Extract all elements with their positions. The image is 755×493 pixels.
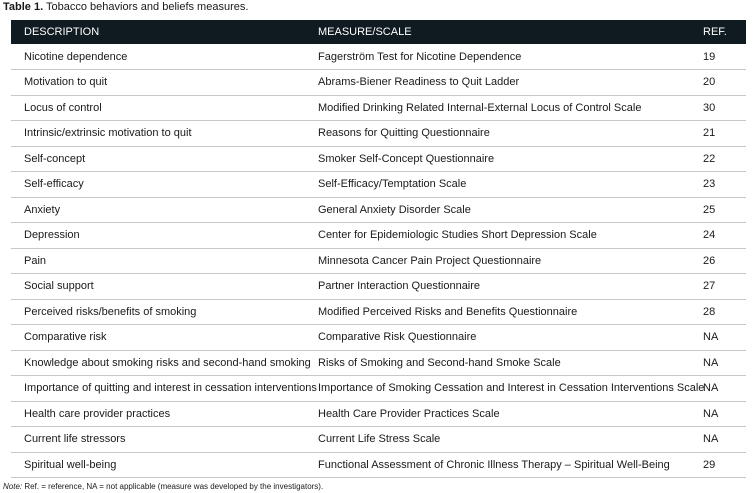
cell-ref: 19 (690, 44, 746, 70)
cell-measure-scale: Fagerström Test for Nicotine Dependence (305, 44, 690, 70)
cell-measure-scale: Smoker Self-Concept Questionnaire (305, 146, 690, 172)
cell-ref: NA (690, 427, 746, 453)
cell-description: Spiritual well-being (11, 452, 305, 478)
cell-ref: 27 (690, 274, 746, 300)
cell-ref: 29 (690, 452, 746, 478)
table-note-text: Ref. = reference, NA = not applicable (measure was developed by the investigators). (24, 482, 324, 491)
cell-measure-scale: Minnesota Cancer Pain Project Questionnaire (305, 248, 690, 274)
cell-description: Knowledge about smoking risks and second-hand smoking (11, 350, 305, 376)
table-header-row (11, 20, 746, 44)
cell-measure-scale: Modified Perceived Risks and Benefits Questionnaire (305, 299, 690, 325)
cell-measure-scale: Risks of Smoking and Second-hand Smoke Scale (305, 350, 690, 376)
table-caption (3, 1, 248, 14)
cell-measure-scale: Reasons for Quitting Questionnaire (305, 121, 690, 147)
table-note (3, 482, 323, 492)
cell-ref: 26 (690, 248, 746, 274)
measures-table (11, 20, 746, 478)
cell-measure-scale: Self-Efficacy/Temptation Scale (305, 172, 690, 198)
cell-ref: 23 (690, 172, 746, 198)
cell-ref: 21 (690, 121, 746, 147)
table-row (11, 172, 746, 198)
cell-description: Current life stressors (11, 427, 305, 453)
cell-description: Motivation to quit (11, 70, 305, 96)
table-row (11, 401, 746, 427)
table-row (11, 248, 746, 274)
table-row (11, 376, 746, 402)
table-row (11, 427, 746, 453)
cell-measure-scale: Functional Assessment of Chronic Illness Therapy – Spiritual Well-Being (305, 452, 690, 478)
cell-measure-scale: Center for Epidemiologic Studies Short Depression Scale (305, 223, 690, 249)
cell-description: Pain (11, 248, 305, 274)
cell-ref: 22 (690, 146, 746, 172)
header-ref: REF. (703, 26, 727, 38)
cell-ref: 20 (690, 70, 746, 96)
cell-description: Importance of quitting and interest in cessation interventions (11, 376, 305, 402)
cell-measure-scale: General Anxiety Disorder Scale (305, 197, 690, 223)
table-row (11, 325, 746, 351)
cell-measure-scale: Abrams-Biener Readiness to Quit Ladder (305, 70, 690, 96)
cell-measure-scale: Health Care Provider Practices Scale (305, 401, 690, 427)
table-row (11, 274, 746, 300)
cell-description: Anxiety (11, 197, 305, 223)
cell-measure-scale: Comparative Risk Questionnaire (305, 325, 690, 351)
cell-description: Health care provider practices (11, 401, 305, 427)
table-caption-label: Table 1. (3, 1, 44, 13)
cell-description: Depression (11, 223, 305, 249)
cell-ref: 28 (690, 299, 746, 325)
cell-description: Comparative risk (11, 325, 305, 351)
cell-ref: 24 (690, 223, 746, 249)
table-note-label: Note: (3, 482, 23, 491)
cell-ref: 25 (690, 197, 746, 223)
cell-ref: 30 (690, 95, 746, 121)
table-body (11, 44, 746, 478)
table-row (11, 299, 746, 325)
table-row (11, 95, 746, 121)
table-row (11, 146, 746, 172)
cell-measure-scale: Modified Drinking Related Internal-External Locus of Control Scale (305, 95, 690, 121)
header-measure-scale: MEASURE/SCALE (318, 26, 412, 38)
cell-ref: NA (690, 325, 746, 351)
cell-description: Perceived risks/benefits of smoking (11, 299, 305, 325)
table-row (11, 452, 746, 478)
table-row (11, 350, 746, 376)
cell-description: Self-concept (11, 146, 305, 172)
cell-description: Nicotine dependence (11, 44, 305, 70)
cell-description: Self-efficacy (11, 172, 305, 198)
cell-measure-scale: Partner Interaction Questionnaire (305, 274, 690, 300)
table-row (11, 223, 746, 249)
table-row (11, 44, 746, 70)
cell-measure-scale: Importance of Smoking Cessation and Interest in Cessation Interventions Scale (305, 376, 690, 402)
cell-description: Social support (11, 274, 305, 300)
table-row (11, 197, 746, 223)
cell-ref: NA (690, 376, 746, 402)
table-caption-title: Tobacco behaviors and beliefs measures. (46, 1, 249, 13)
cell-ref: NA (690, 350, 746, 376)
table-row (11, 70, 746, 96)
cell-ref: NA (690, 401, 746, 427)
cell-description: Locus of control (11, 95, 305, 121)
cell-measure-scale: Current Life Stress Scale (305, 427, 690, 453)
header-description: DESCRIPTION (24, 26, 100, 38)
table-row (11, 121, 746, 147)
cell-description: Intrinsic/extrinsic motivation to quit (11, 121, 305, 147)
